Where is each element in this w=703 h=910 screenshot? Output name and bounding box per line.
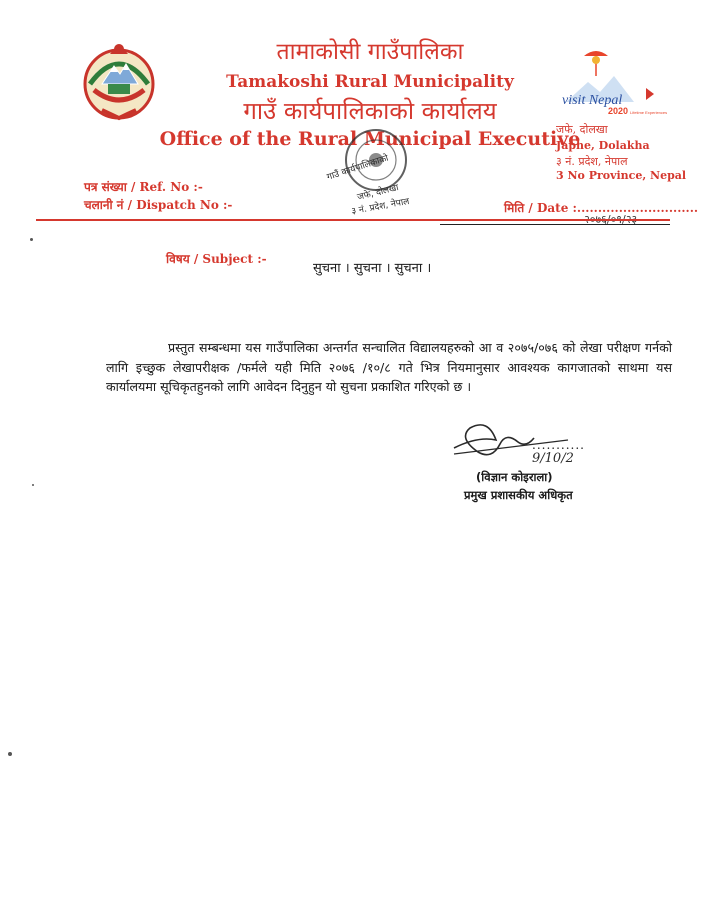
dispatch-no-label: चलानी नं / Dispatch No :-	[84, 198, 233, 212]
signatory-name: (विज्ञान कोइराला)	[476, 470, 553, 484]
stamp-line-1: गाउँ कार्यपालिकाको	[325, 153, 390, 183]
address-english-2: 3 No Province, Nepal	[556, 169, 687, 182]
address-nepali-1: जफे, दोलखा	[556, 123, 608, 136]
municipality-name-english: Tamakoshi Rural Municipality	[226, 72, 514, 92]
signatory-title: प्रमुख प्रशासकीय अधिकृत	[464, 488, 573, 502]
date-value: २०७६/०९/२३	[584, 213, 638, 226]
stamp-line-3: ३ नं. प्रदेश, नेपाल	[350, 196, 411, 217]
scan-speck	[32, 484, 34, 486]
scan-speck	[8, 752, 12, 756]
subject-label: विषय / Subject :-	[166, 252, 267, 266]
ref-no-label: पत्र संख्या / Ref. No :-	[84, 180, 203, 194]
office-stamp	[318, 118, 428, 218]
date-label: मिति / Date :.............................	[504, 201, 699, 215]
stamp-line-2: जफे, दोलखा	[356, 182, 400, 203]
signature-date: 9/10/2	[532, 451, 574, 466]
header-divider-black	[440, 224, 670, 225]
visit-year: 2020	[608, 106, 629, 116]
subject-value: सुचना । सुचना । सुचना ।	[313, 261, 432, 276]
signature-dots: ...........	[532, 438, 585, 452]
address-nepali-2: ३ नं. प्रदेश, नेपाल	[556, 155, 628, 168]
municipality-name-nepali: तामाकोसी गाउँपालिका	[276, 39, 464, 65]
office-name-nepali: गाउँ कार्यपालिकाको कार्यालय	[243, 97, 497, 125]
header-divider-red	[36, 219, 670, 221]
visit-nepal-2020-logo	[560, 46, 668, 118]
address-english-1: Japhe, Dolakha	[556, 139, 650, 152]
visit-tagline: Lifetime Experiences	[630, 110, 668, 115]
scan-speck	[30, 238, 33, 241]
office-name-english: Office of the Rural Municipal Executive	[159, 128, 581, 150]
notice-body: प्रस्तुत सम्बन्धमा यस गाउँपालिका अन्तर्गत सन्चालित विद्यालयहरुको आ व २०७५/०७६ को लेखा परीक्षण गर्नको लागि इच्छुक लेखापरीक्षक /फर्मले यही मिति २०७६ /१०/८ गते भित्र नियमानुसार आवश्यक कागजातको साथमा यस कार्यालयमा सूचिकृतहुनको लागि आवेदन दिनुहुन यो सुचना प्रकाशित गरिएको छ ।	[106, 340, 672, 394]
nepal-emblem-logo	[80, 40, 158, 122]
visit-text: visit Nepal	[562, 93, 623, 108]
